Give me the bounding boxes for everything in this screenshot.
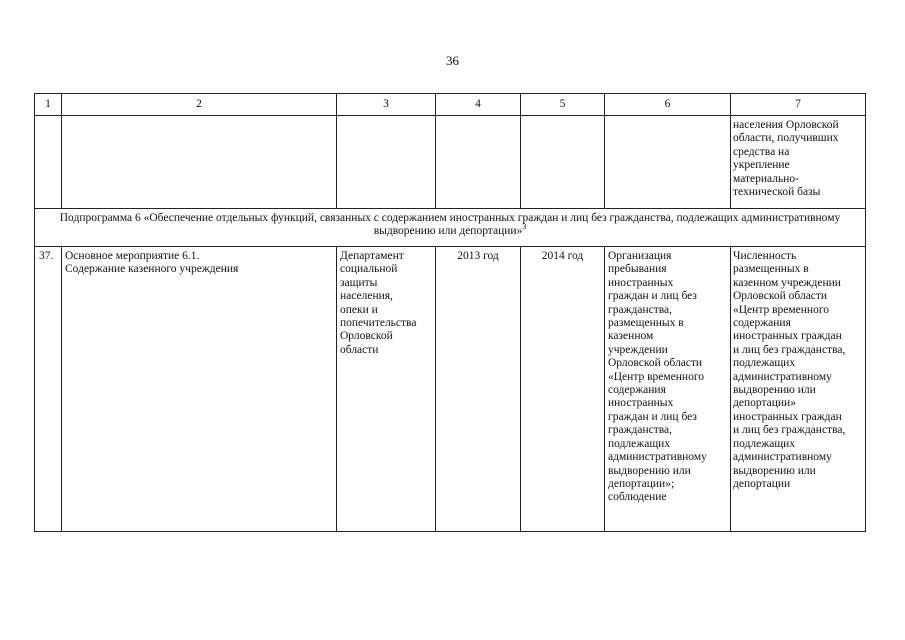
text-line: гражданства, (608, 303, 673, 316)
indicator-cell (731, 247, 866, 532)
header-col-5: 5 (521, 94, 605, 116)
text-line: Орловской области (608, 357, 703, 370)
text-line: области, получивших (733, 132, 839, 145)
text-line: граждан и лиц без (608, 410, 697, 423)
text-line: области (340, 343, 379, 356)
text-line: иностранных (608, 276, 674, 289)
executor-cell (337, 247, 436, 532)
text-line: Содержание казенного учреждения (65, 263, 239, 276)
row-number-cell (35, 247, 62, 532)
text-line: гражданства, (608, 424, 673, 437)
subprogram-cell (35, 209, 866, 247)
cont-col-1 (35, 116, 62, 209)
end-year: 2014 год (541, 250, 584, 262)
indicator (731, 247, 865, 491)
text-line: технической базы (733, 186, 821, 199)
text-line: казенном учреждении (733, 276, 841, 289)
header-col-3: 3 (337, 94, 436, 116)
text-line: Основное мероприятие 6.1. (65, 250, 200, 262)
text-line: укрепление (733, 159, 790, 172)
text-line: депортации»; (608, 477, 675, 490)
expected-result-cell (605, 247, 731, 532)
measures-table (34, 93, 866, 532)
text-line: иностранных (608, 397, 674, 410)
text-line: пребывания (608, 263, 667, 276)
text-line: подлежащих (733, 357, 796, 370)
end-year-cell (521, 247, 605, 532)
text-line: подлежащих (733, 437, 796, 450)
text-line: депортации (733, 477, 791, 490)
text-line: Орловской области (733, 290, 828, 303)
text-line: социальной (340, 263, 398, 276)
text-line: соблюдение (608, 491, 667, 504)
text-line: Департамент (340, 250, 404, 262)
subprogram-title: Подпрограмма 6 «Обеспечение отдельных функций, связанных с содержанием иностранных граждан и лиц без гражданства, подлежащих административному выдворению или депортации» (59, 212, 841, 237)
text-line: «Центр временного (608, 370, 705, 383)
text-line: размещенных в (608, 317, 684, 330)
cont-col-3 (337, 116, 436, 209)
cont-col-4 (436, 116, 521, 209)
text-line: попечительства (340, 317, 417, 330)
text-line: средства на (733, 145, 790, 158)
header-col-7: 7 (731, 94, 866, 116)
text-line: содержания (733, 317, 791, 330)
start-year-cell (436, 247, 521, 532)
text-line: иностранных граждан (733, 410, 842, 423)
text-line: Численность (733, 250, 797, 262)
text-line: защиты (340, 276, 378, 289)
text-line: и лиц без гражданства, (733, 343, 846, 356)
text-line: граждан и лиц без (608, 290, 697, 303)
page-number: 36 (446, 53, 459, 68)
cont-col-5 (521, 116, 605, 209)
subprogram-heading (35, 209, 865, 238)
text-line: материально- (733, 172, 799, 185)
text-line: административному (733, 451, 832, 464)
text-line: Организация (608, 250, 672, 262)
measure-name-cell (62, 247, 337, 532)
header-col-4: 4 (436, 94, 521, 116)
cont-col-7-text (731, 116, 865, 199)
header-col-6: 6 (605, 94, 731, 116)
cont-col-2 (62, 116, 337, 209)
text-line: иностранных граждан (733, 330, 842, 343)
header-row (35, 94, 866, 116)
text-line: выдворению или (733, 464, 816, 477)
text-line: «Центр временного (733, 303, 830, 316)
subprogram-row (35, 209, 866, 247)
executor (337, 247, 435, 357)
table-row (35, 247, 866, 532)
text-line: выдворению или (733, 384, 816, 397)
text-line: содержания (608, 384, 666, 397)
text-line: населения, (340, 290, 393, 303)
text-line: административному (608, 451, 707, 464)
row-number: 37. (39, 250, 54, 262)
text-line: депортации» (733, 397, 796, 410)
text-line: размещенных в (733, 263, 809, 276)
continuation-row (35, 116, 866, 209)
measure-name (62, 247, 336, 277)
text-line: учреждении (608, 343, 668, 356)
cont-col-7 (731, 116, 866, 209)
expected-result (605, 247, 730, 505)
header-col-1: 1 (35, 94, 62, 116)
start-year: 2013 год (457, 250, 499, 262)
text-line: казенном (608, 330, 654, 343)
footnote-marker: 3 (522, 222, 527, 232)
text-line: выдворению или (608, 464, 691, 477)
text-line: населения Орловской (733, 119, 839, 131)
header-col-2: 2 (62, 94, 337, 116)
text-line: Орловской (340, 330, 393, 343)
text-line: опеки и (340, 303, 378, 316)
text-line: и лиц без гражданства, (733, 424, 846, 437)
text-line: подлежащих (608, 437, 671, 450)
text-line: административному (733, 370, 832, 383)
cont-col-6 (605, 116, 731, 209)
